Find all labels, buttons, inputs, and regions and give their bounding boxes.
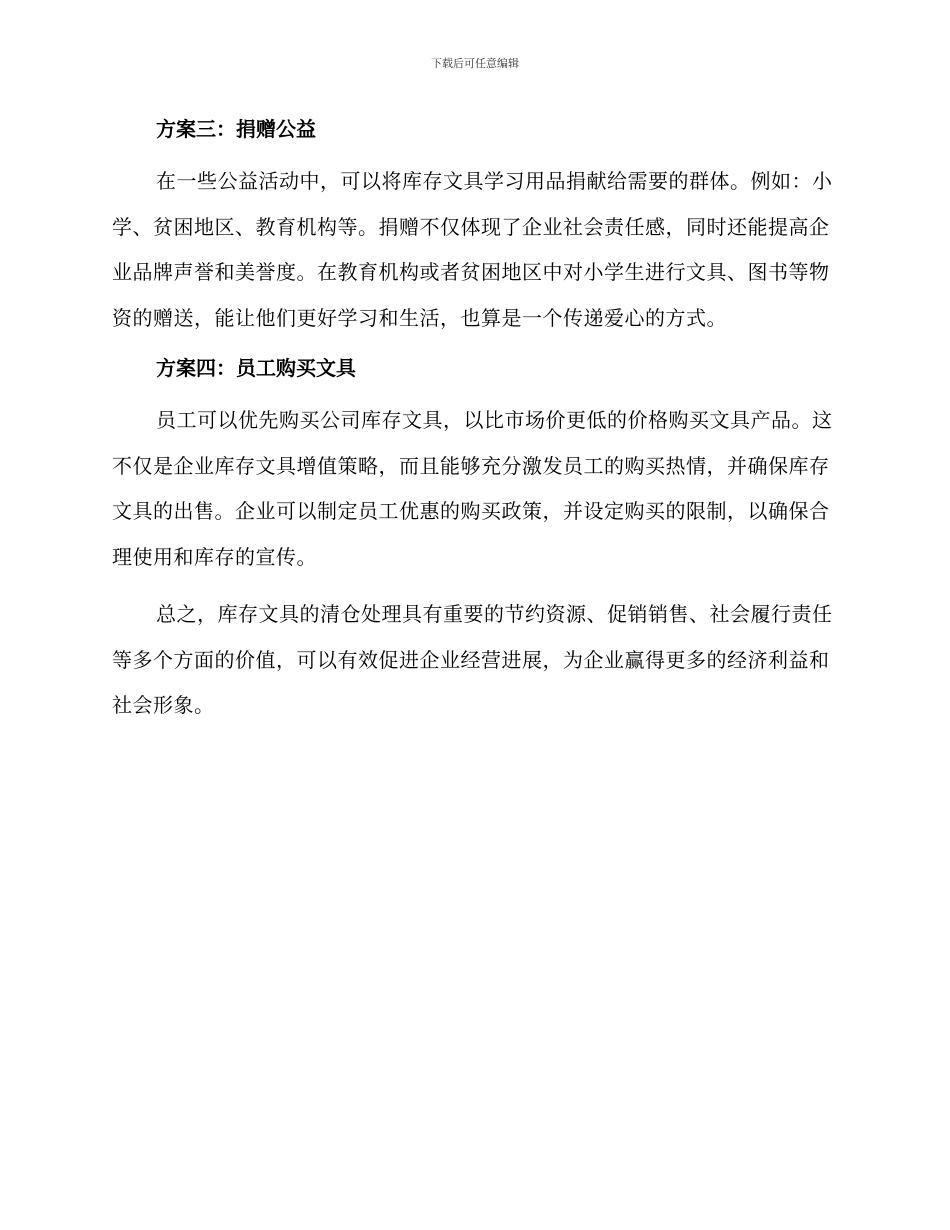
- section-heading-plan-4: 方案四：员工购买文具: [156, 356, 356, 380]
- conclusion-paragraph: 总之，库存文具的清仓处理具有重要的节约资源、促销销售、社会履行责任等多个方面的价值，可以有效促进企业经营进展，为企业赢得更多的经济利益和社会形象。: [112, 602, 833, 717]
- section-paragraph-plan-4: 员工可以优先购买公司库存文具，以比市场价更低的价格购买文具产品。这不仅是企业库存文具增值策略，而且能够充分激发员工的购买热情，并确保库存文具的出售。企业可以制定员工优惠的购买政策，并设定购买的限制，以确保合理使用和库存的宣传。: [112, 408, 833, 569]
- document-body: [112, 114, 834, 741]
- section-heading-plan-3: 方案三：捐赠公益: [156, 117, 316, 141]
- section-paragraph-plan-3: 在一些公益活动中，可以将库存文具学习用品捐献给需要的群体。例如：小学、贫困地区、教育机构等。捐赠不仅体现了企业社会责任感，同时还能提高企业品牌声誉和美誉度。在教育机构或者贫困地区中对小学生进行文具、图书等物资的赠送，能让他们更好学习和生活，也算是一个传递爱心的方式。: [112, 169, 833, 330]
- page-header: 下载后可任意编辑: [431, 57, 519, 70]
